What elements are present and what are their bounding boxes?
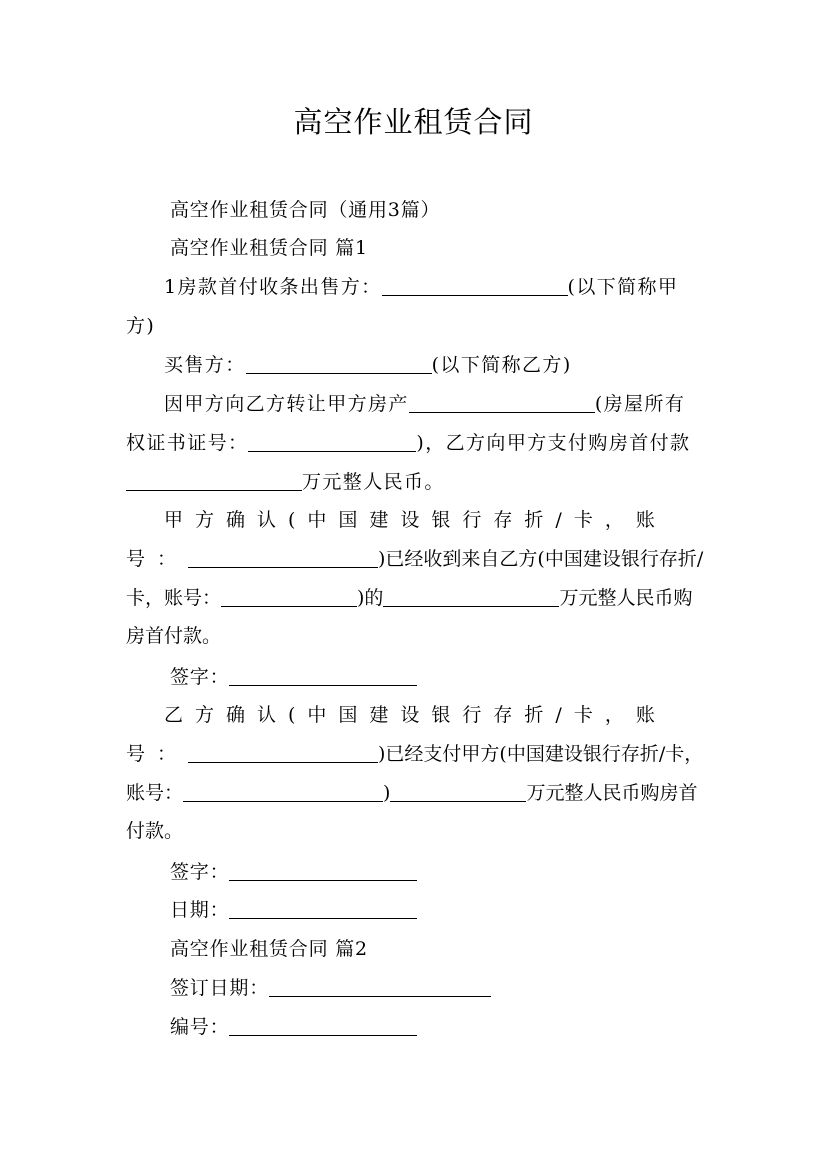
- paragraph-party-a-confirm: [126, 501, 704, 656]
- seller-abbrev: (以下简称甲方): [126, 276, 679, 337]
- signature-label-2: 签字：: [170, 861, 230, 883]
- signature-line-2: [170, 853, 417, 892]
- party-a-confirm-text-4: 万元整人民币购房首付款。: [126, 586, 693, 648]
- section2-heading: 高空作业租赁合同 篇2: [170, 938, 368, 960]
- transfer-text-3: )，乙方向甲方支付购房首付款: [416, 431, 691, 454]
- party-a-confirm-text-2: )已经收到来自乙方(中国建设银行存折/卡，账号：: [126, 547, 704, 609]
- sign-date-label: 签订日期：: [170, 977, 270, 999]
- number-label: 编号：: [170, 1016, 230, 1038]
- paragraph-buyer: [126, 346, 704, 385]
- section1-heading: 高空作业租赁合同 篇1: [170, 237, 368, 259]
- payment-amount-blank: [126, 471, 302, 491]
- signature-line-1: [170, 658, 417, 697]
- party-a-confirm-text-1: 甲方确认(中国建设银行存折/卡，账号：: [126, 509, 667, 570]
- document-title: 高空作业租赁合同: [293, 105, 534, 139]
- party-b-confirm-text-3: ): [383, 781, 391, 804]
- seller-label: 1房款首付收条出售方：: [164, 276, 382, 298]
- party-b-account-blank: [221, 587, 357, 607]
- party-a-target-account-blank: [183, 782, 383, 802]
- paid-amount-blank: [390, 782, 526, 802]
- signature-blank-2: [229, 861, 417, 881]
- seller-blank: [382, 276, 568, 296]
- paragraph-seller: [126, 268, 704, 346]
- buyer-abbrev: (以下简称乙方): [431, 354, 572, 376]
- party-b-confirm-text-2: )已经支付甲方(中国建设银行存折/卡，账号：: [126, 742, 704, 804]
- party-a-account-blank: [188, 548, 378, 568]
- number-blank: [229, 1016, 417, 1036]
- party-b-confirm-text-4: 万元整人民币购房首付款。: [126, 781, 698, 843]
- party-a-confirm-text-3: )的: [357, 586, 384, 609]
- sign-date-blank: [269, 977, 491, 997]
- paragraph-party-b-confirm: [126, 696, 704, 851]
- buyer-label: 买售方：: [164, 354, 246, 376]
- party-b-own-account-blank: [188, 743, 378, 763]
- transfer-text-1: 因甲方向乙方转让甲方房产: [164, 393, 409, 415]
- signature-blank-1: [229, 666, 417, 686]
- number-line: [170, 1008, 417, 1047]
- buyer-blank: [246, 354, 432, 374]
- certificate-blank: [248, 432, 416, 452]
- signature-label-1: 签字：: [170, 666, 230, 688]
- date-line: [170, 891, 417, 930]
- party-b-confirm-text-1: 乙方确认(中国建设银行存折/卡，账号：: [126, 704, 667, 765]
- date-blank: [229, 899, 417, 919]
- date-label: 日期：: [170, 899, 230, 921]
- received-amount-blank: [383, 587, 559, 607]
- sign-date-line: [170, 969, 491, 1008]
- transfer-text-4: 万元整人民币。: [302, 470, 445, 493]
- property-blank: [409, 393, 595, 413]
- intro-line: 高空作业租赁合同（通用3篇）: [170, 199, 441, 221]
- paragraph-transfer: [126, 385, 704, 501]
- transfer-text-2: (房屋所有权证书证号：: [126, 393, 686, 454]
